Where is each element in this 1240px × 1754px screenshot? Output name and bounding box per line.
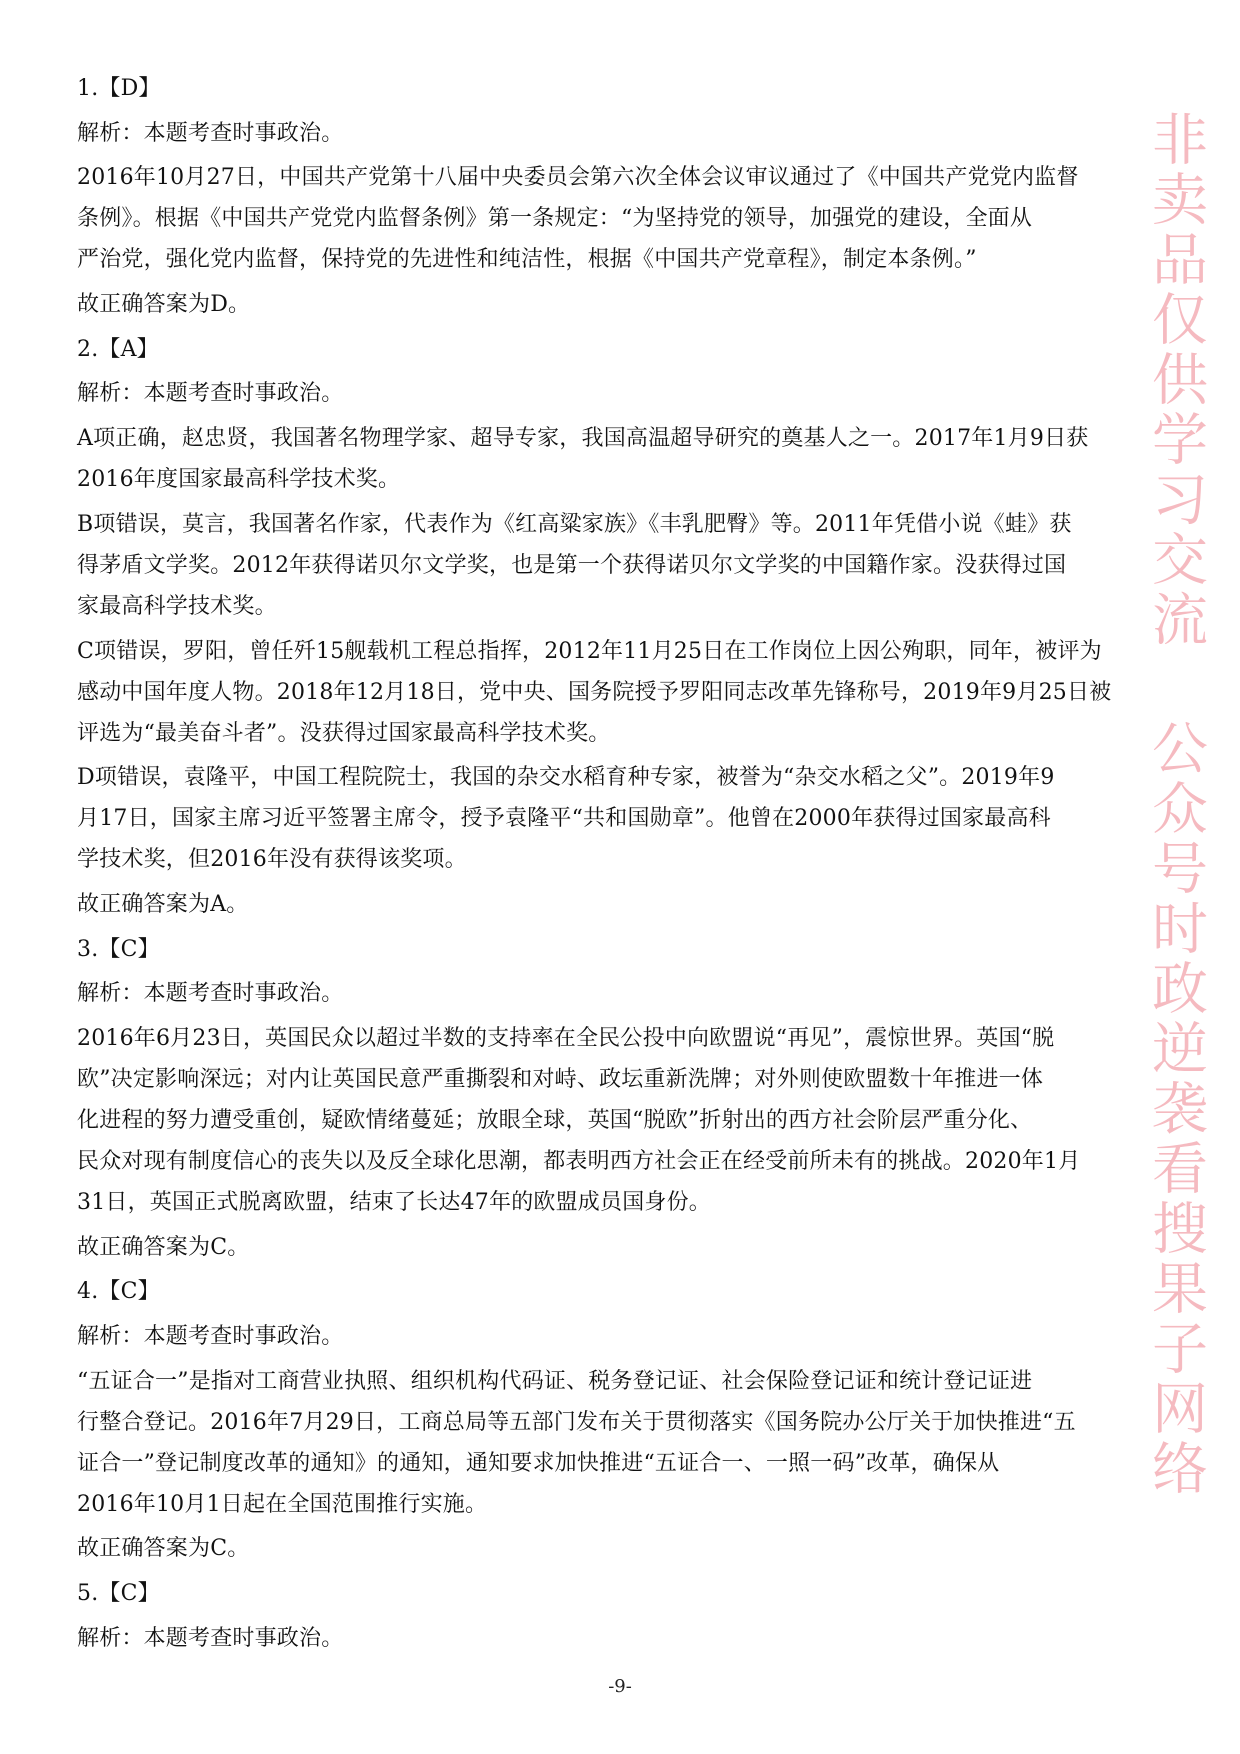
correct-answer-line: 故正确答案为A。 bbox=[77, 891, 249, 917]
paragraph-line: 化进程的努力遭受重创，疑欧情绪蔓延；放眼全球，英国“脱欧”折射出的西方社会阶层严重分化、 bbox=[77, 1107, 1033, 1133]
question-header bbox=[77, 329, 1117, 370]
analysis-intro-line: 解析：本题考查时事政治。 bbox=[77, 381, 344, 407]
paragraph-line: 欧”决定影响深远；对内让英国民意严重撕裂和对峙、政坛重新洗牌；对外则使欧盟数十年推进一体 bbox=[77, 1066, 1044, 1092]
paragraph-line: 严治党，强化党内监督，保持党的先进性和纯洁性，根据《中国共产党章程》，制定本条例。” bbox=[77, 247, 977, 273]
explanation-paragraph bbox=[77, 504, 1117, 627]
analysis-intro-line: 解析：本题考查时事政治。 bbox=[77, 120, 344, 146]
analysis-intro-line: 解析：本题考查时事政治。 bbox=[77, 981, 344, 1007]
question-header-line: 4.【C】 bbox=[77, 1279, 160, 1305]
correct-answer bbox=[77, 1227, 1117, 1268]
question-header-line: 3.【C】 bbox=[77, 936, 160, 962]
explanation-paragraph bbox=[77, 631, 1117, 754]
paragraph-line: 行整合登记。2016年7月29日，工商总局等五部门发布关于贯彻落实《国务院办公厅关于加快推进“五 bbox=[77, 1409, 1076, 1435]
paragraph-line: 条例》。根据《中国共产党党内监督条例》第一条规定：“为坚持党的领导，加强党的建设，全面从 bbox=[77, 206, 1033, 232]
paragraph-line: 2016年度国家最高科学技术奖。 bbox=[77, 467, 401, 493]
analysis-intro bbox=[77, 373, 1117, 414]
explanation-paragraph bbox=[77, 1361, 1117, 1525]
paragraph-line: D项错误，袁隆平，中国工程院院士，我国的杂交水稻育种专家，被誉为“杂交水稻之父”。2019年9 bbox=[77, 765, 1055, 791]
paragraph-line: B项错误，莫言，我国著名作家，代表作为《红高粱家族》《丰乳肥臀》等。2011年凭借小说《蛙》获 bbox=[77, 511, 1072, 537]
paragraph-line: “五证合一”是指对工商营业执照、组织机构代码证、税务登记证、社会保险登记证和统计登记证进 bbox=[77, 1368, 1033, 1394]
paragraph-line: 民众对现有制度信心的丧失以及反全球化思潮，都表明西方社会正在经受前所未有的挑战。2020年1月 bbox=[77, 1148, 1081, 1174]
correct-answer bbox=[77, 1528, 1117, 1569]
question-header bbox=[77, 1271, 1117, 1312]
paragraph-line: 月17日，国家主席习近平签署主席令，授予袁隆平“共和国勋章”。他曾在2000年获得过国家最高科 bbox=[77, 806, 1051, 832]
analysis-intro bbox=[77, 113, 1117, 154]
paragraph-line: C项错误，罗阳，曾任歼15舰载机工程总指挥，2012年11月25日在工作岗位上因公殉职，同年，被评为 bbox=[77, 638, 1102, 664]
question-header-line: 1.【D】 bbox=[77, 76, 161, 101]
paragraph-line: 2016年10月1日起在全国范围推行实施。 bbox=[77, 1491, 488, 1517]
analysis-intro-line: 解析：本题考查时事政治。 bbox=[77, 1324, 344, 1349]
question-header-line: 5.【C】 bbox=[77, 1581, 160, 1607]
paragraph-line: 学技术奖，但2016年没有获得该奖项。 bbox=[77, 847, 467, 873]
question-header bbox=[77, 68, 1117, 109]
watermark bbox=[1140, 110, 1210, 1630]
explanation-paragraph bbox=[77, 1018, 1117, 1223]
paragraph-line: 31日，英国正式脱离欧盟，结束了长达47年的欧盟成员国身份。 bbox=[77, 1189, 711, 1215]
question-header bbox=[77, 929, 1117, 970]
analysis-intro bbox=[77, 973, 1117, 1014]
paragraph-line: 2016年6月23日，英国民众以超过半数的支持率在全民公投中向欧盟说“再见”，震惊世界。英国“脱 bbox=[77, 1025, 1055, 1051]
correct-answer-line: 故正确答案为C。 bbox=[77, 1536, 250, 1562]
question-header-line: 2.【A】 bbox=[77, 336, 159, 362]
analysis-intro bbox=[77, 1618, 1117, 1659]
paragraph-line: 评选为“最美奋斗者”。没获得过国家最高科学技术奖。 bbox=[77, 720, 611, 746]
correct-answer bbox=[77, 284, 1117, 325]
paragraph-line: 感动中国年度人物。2018年12月18日，党中央、国务院授予罗阳同志改革先锋称号，2019年9月25日被 bbox=[77, 679, 1112, 705]
question-header bbox=[77, 1573, 1117, 1614]
analysis-intro bbox=[77, 1316, 1117, 1357]
watermark-text: 非卖品仅供学习交流 公众号时政逆袭看搜果子网络 bbox=[1143, 110, 1208, 1499]
paragraph-line: A项正确，赵忠贤，我国著名物理学家、超导专家，我国高温超导研究的奠基人之一。2017年1月9日获 bbox=[77, 426, 1089, 452]
paragraph-line: 得茅盾文学奖。2012年获得诺贝尔文学奖，也是第一个获得诺贝尔文学奖的中国籍作家。没获得过国 bbox=[77, 552, 1067, 578]
explanation-paragraph bbox=[77, 157, 1117, 280]
paragraph-line: 2016年10月27日，中国共产党第十八届中央委员会第六次全体会议审议通过了《中国共产党党内监督 bbox=[77, 165, 1079, 191]
analysis-intro-line: 解析：本题考查时事政治。 bbox=[77, 1625, 344, 1651]
correct-answer-line: 故正确答案为D。 bbox=[77, 292, 251, 318]
paragraph-line: 家最高科学技术奖。 bbox=[77, 593, 277, 619]
correct-answer-line: 故正确答案为C。 bbox=[77, 1234, 250, 1260]
page-number: -9- bbox=[608, 1676, 632, 1697]
answer-explanations bbox=[77, 68, 1117, 1662]
explanation-paragraph bbox=[77, 418, 1117, 500]
explanation-paragraph bbox=[77, 757, 1117, 880]
correct-answer bbox=[77, 884, 1117, 925]
paragraph-line: 证合一”登记制度改革的通知》的通知，通知要求加快推进“五证合一、一照一码”改革，确保从 bbox=[77, 1450, 1000, 1476]
